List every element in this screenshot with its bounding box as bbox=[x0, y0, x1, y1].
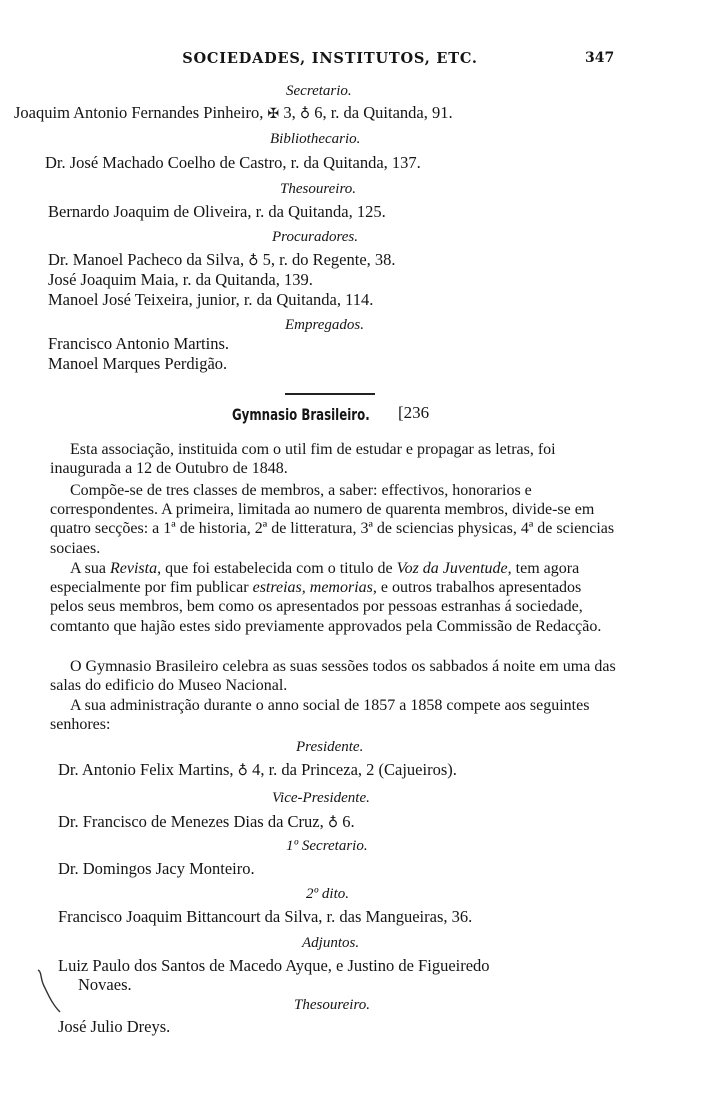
vice-presidente-heading: Vice-Presidente. bbox=[272, 790, 370, 806]
vice-presidente-rest: 6. bbox=[338, 812, 355, 831]
estreias-memorias: estreias, memorias bbox=[252, 579, 373, 597]
rose-order-icon: ♁ bbox=[327, 815, 339, 831]
secretario-heading: Secretario. bbox=[286, 83, 352, 99]
paragraph-sessions: O Gymnasio Brasileiro celebra as suas sessões todos os sabbados á noite em uma das salas do edificio do Museo Nacional. bbox=[50, 658, 616, 695]
revista-text-b: , que foi estabelecida com o titulo de bbox=[157, 560, 397, 577]
presidente-heading: Presidente. bbox=[296, 739, 364, 755]
revista-text-d: , e outros trabalhos apresentados pelos seus membros, bem como os apresentados por pessoas estranhas á sociedade, comtanto que hajão estes sido previamente approvados pela Commissão de Redacção. bbox=[50, 579, 602, 635]
secretario-rest-b: 6, r. da Quitanda, 91. bbox=[310, 103, 453, 122]
procurador-1-address: 5, r. do Regente, 38. bbox=[258, 250, 396, 269]
procuradores-heading: Procuradores. bbox=[272, 229, 358, 245]
adjuntos-heading: Adjuntos. bbox=[302, 935, 360, 951]
rose-order-icon: ♁ bbox=[248, 253, 259, 269]
secretario-1-heading: 1º Secretario. bbox=[286, 838, 368, 854]
section-divider bbox=[285, 393, 375, 395]
procurador-1 bbox=[48, 251, 396, 270]
secretario-2-line: Francisco Joaquim Bittancourt da Silva, r. das Mangueiras, 36. bbox=[58, 907, 473, 926]
rose-order-icon: ♁ bbox=[299, 106, 311, 122]
revista-text-a: A sua bbox=[70, 560, 110, 577]
thesoureiro-2-heading: Thesoureiro. bbox=[294, 997, 370, 1013]
paragraph-administration: A sua administração durante o anno social de 1857 a 1858 compete aos seguintes senhores: bbox=[50, 697, 590, 734]
presidente-name: Dr. Antonio Felix Martins, bbox=[58, 760, 238, 779]
secretario-rest-a: 3, bbox=[279, 103, 300, 122]
secretario-name: Joaquim Antonio Fernandes Pinheiro, bbox=[14, 103, 264, 122]
voz-da-juventude-title: Voz da Juventude bbox=[396, 560, 508, 577]
vice-presidente-name: Dr. Francisco de Menezes Dias da Cruz, bbox=[58, 812, 328, 831]
running-title: SOCIEDADES, INSTITUTOS, ETC. bbox=[182, 50, 478, 67]
procurador-2: José Joaquim Maia, r. da Quitanda, 139. bbox=[48, 270, 313, 289]
thesoureiro-line: Bernardo Joaquim de Oliveira, r. da Quitanda, 125. bbox=[48, 202, 386, 221]
section-reference: [236 bbox=[398, 403, 430, 422]
empregados-heading: Empregados. bbox=[285, 317, 365, 333]
empregado-2: Manoel Marques Perdigão. bbox=[48, 354, 228, 373]
presidente-line bbox=[58, 761, 457, 780]
paragraph-founding: Esta associação, instituida com o util fim de estudar e propagar as letras, foi inaugurada a 12 de Outubro de 1848. bbox=[50, 441, 556, 478]
empregado-1: Francisco Antonio Martins. bbox=[48, 334, 230, 353]
presidente-address: 4, r. da Princeza, 2 (Cajueiros). bbox=[247, 760, 457, 779]
revista-text-c: , tem agora especialmente por fim publicar bbox=[50, 560, 580, 597]
bibliothecario-heading: Bibliothecario. bbox=[270, 131, 361, 147]
bibliothecario-line: Dr. José Machado Coelho de Castro, r. da Quitanda, 137. bbox=[45, 153, 421, 172]
procurador-1-name: Dr. Manoel Pacheco da Silva, bbox=[48, 250, 249, 269]
adjuntos-line-2: Novaes. bbox=[78, 975, 132, 994]
cross-order-icon: ✠ bbox=[267, 106, 280, 122]
vice-presidente-line bbox=[58, 813, 355, 832]
secretario-line bbox=[14, 104, 453, 123]
rose-order-icon: ♁ bbox=[237, 763, 248, 779]
page-number: 347 bbox=[585, 50, 615, 66]
thesoureiro-heading: Thesoureiro. bbox=[280, 181, 356, 197]
thesoureiro-2-line: José Julio Dreys. bbox=[58, 1017, 171, 1036]
pen-mark bbox=[34, 968, 74, 1018]
adjuntos-line-1: Luiz Paulo dos Santos de Macedo Ayque, e Justino de Figueiredo bbox=[58, 956, 490, 975]
section-title: Gymnasio Brasileiro. bbox=[232, 405, 370, 424]
secretario-2-heading: 2º dito. bbox=[306, 886, 349, 902]
procurador-3: Manoel José Teixeira, junior, r. da Quitanda, 114. bbox=[48, 290, 374, 309]
paragraph-classes: Compõe-se de tres classes de membros, a saber: effectivos, honorarios e correspondentes. A primeira, limitada ao numero de quarenta membros, divide-se em quatro secções: a 1ª de historia, 2ª de litteratura, 3ª de sciencias physicas, 4ª de sciencias sociaes. bbox=[50, 482, 615, 557]
revista-title: Revista bbox=[110, 560, 158, 577]
secretario-1-line: Dr. Domingos Jacy Monteiro. bbox=[58, 859, 255, 878]
paragraph-revista bbox=[50, 559, 616, 636]
